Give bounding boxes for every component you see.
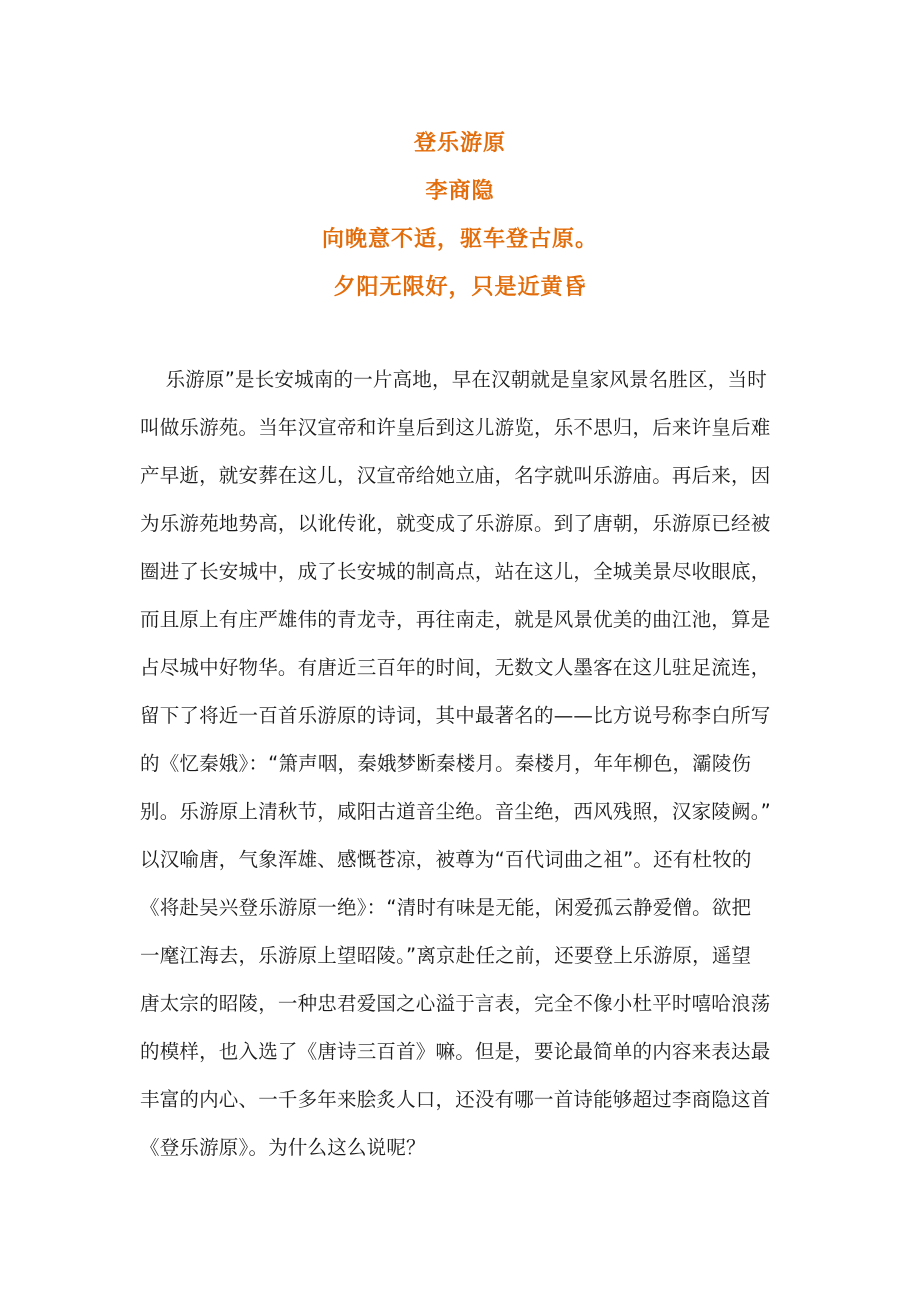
poem-line-1: 向晚意不适，驱车登古原。 <box>321 227 598 252</box>
paragraph-line: 《将赴吴兴登乐游原一绝》：“清时有味是无能，闲爱孤云静爱僧。欲把 <box>140 896 752 919</box>
paragraph-line: 丰富的内心、一千多年来脍炙人口，还没有哪一首诗能够超过李商隐这首 <box>140 1088 771 1111</box>
poem-line-2: 夕阳无限好，只是近黄昏 <box>333 275 587 300</box>
paragraph-line: 一麾江海去，乐游原上望昭陵。”离京赴任之前，还要登上乐游原，遥望 <box>140 944 752 967</box>
paragraph-line: 别。乐游原上清秋节，咸阳古道音尘绝。音尘绝，西风残照，汉家陵阙。” <box>140 800 771 823</box>
paragraph-line: 《登乐游原》。为什么这么说呢？ <box>140 1136 426 1159</box>
paragraph-line: 叫做乐游苑。当年汉宣帝和许皇后到这儿游览，乐不思归，后来许皇后难 <box>140 416 771 439</box>
paragraph-line: 圈进了长安城中，成了长安城的制高点，站在这儿，全城美景尽收眼底， <box>140 560 771 583</box>
body-paragraph <box>140 356 790 1172</box>
paragraph-line: 乐游原”是长安城南的一片高地，早在汉朝就是皇家风景名胜区，当时 <box>140 368 767 391</box>
paragraph-line: 的《忆秦娥》：“箫声咽，秦娥梦断秦楼月。秦楼月，年年柳色，灞陵伤 <box>140 752 752 775</box>
paragraph-line: 占尽城中好物华。有唐近三百年的时间，无数文人墨客在这儿驻足流连， <box>140 656 771 679</box>
paragraph-line: 产早逝，就安葬在这儿，汉宣帝给她立庙，名字就叫乐游庙。再后来，因 <box>140 464 771 487</box>
paragraph-line: 留下了将近一百首乐游原的诗词，其中最著名的——比方说号称李白所写 <box>140 704 771 727</box>
paragraph-line: 为乐游苑地势高，以讹传讹，就变成了乐游原。到了唐朝，乐游原已经被 <box>140 512 771 535</box>
poem-block <box>0 120 920 312</box>
paragraph-line: 而且原上有庄严雄伟的青龙寺，再往南走，就是风景优美的曲江池，算是 <box>140 608 771 631</box>
poem-author: 李商隐 <box>425 179 495 204</box>
paragraph-line: 以汉喻唐，气象浑雄、感慨苍凉，被尊为“百代词曲之祖”。还有杜牧的 <box>140 848 752 871</box>
paragraph-line: 的模样，也入选了《唐诗三百首》嘛。但是，要论最简单的内容来表达最 <box>140 1040 771 1063</box>
poem-title: 登乐游原 <box>413 131 506 156</box>
paragraph-line: 唐太宗的昭陵，一种忠君爱国之心溢于言表，完全不像小杜平时嘻哈浪荡 <box>140 992 771 1015</box>
